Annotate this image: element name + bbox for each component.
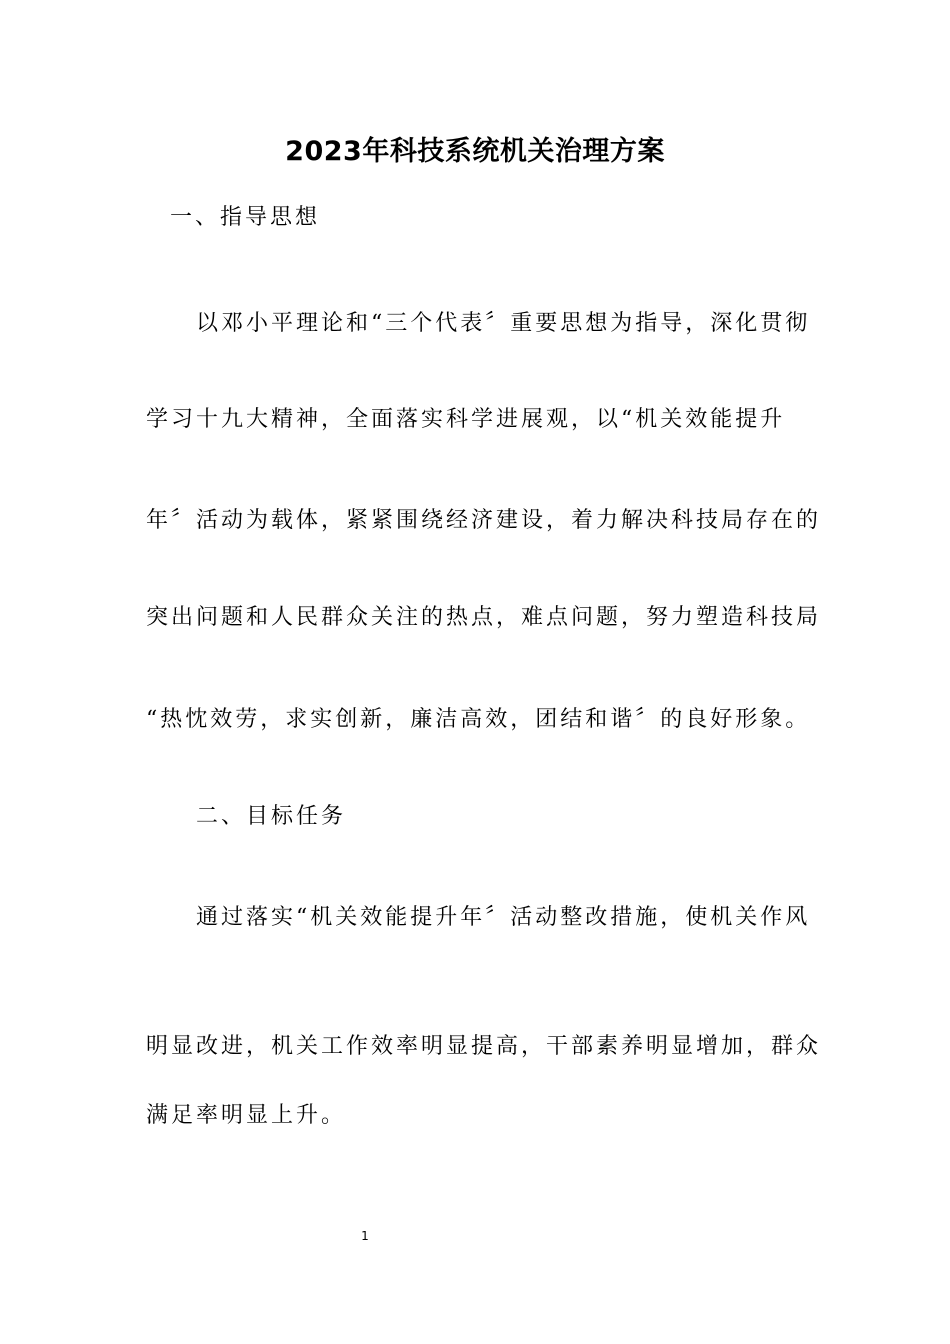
paragraph-line: 通过落实“机关效能提升年〞活动整改措施，使机关作风 [196,905,811,930]
section-heading-guiding-ideology: 一、指导思想 [170,205,321,230]
paragraph-line: 以邓小平理论和“三个代表〞重要思想为指导，深化贯彻 [196,311,811,336]
paragraph-line: 突出问题和人民群众关注的热点，难点问题，努力塑造科技局 [146,605,822,630]
paragraph-line: 学习十九大精神，全面落实科学进展观，以“机关效能提升 [146,407,786,432]
section-heading-goals-tasks: 二、目标任务 [196,804,347,829]
paragraph-line: 满足率明显上升。 [146,1103,347,1128]
paragraph-line: 明显改进，机关工作效率明显提高，干部素养明显增加，群众 [146,1034,822,1059]
page-number: 1 [361,1229,369,1243]
paragraph-line: 年〞活动为载体，紧紧围绕经济建设，着力解决科技局存在的 [146,508,822,533]
document-title: 2023年科技系统机关治理方案 [285,136,665,167]
paragraph-line: “热忱效劳，求实创新，廉洁高效，团结和谐〞的良好形象。 [146,707,811,732]
